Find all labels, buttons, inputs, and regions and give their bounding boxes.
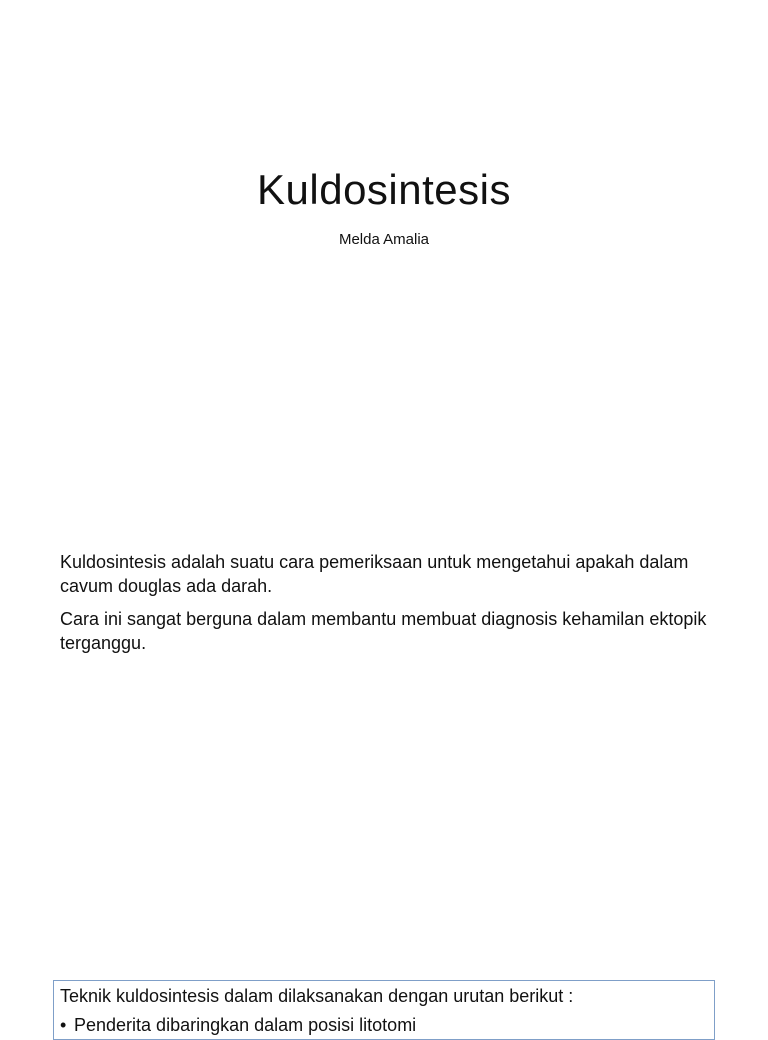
technique-slide xyxy=(0,950,768,1035)
definition-text xyxy=(60,550,720,664)
slide-subtitle-author: Melda Amalia xyxy=(338,231,430,248)
bullet-text: Penderita dibaringkan dalam posisi litotomi xyxy=(74,1015,417,1035)
slide-title: Kuldosintesis xyxy=(257,166,511,213)
usage-paragraph: Cara ini sangat berguna dalam membantu membuat diagnosis kehamilan ektopik terganggu. xyxy=(60,609,707,653)
definition-paragraph: Kuldosintesis adalah suatu cara pemeriksaan untuk mengetahui apakah dalam cavum douglas ada darah. xyxy=(60,552,689,596)
technique-intro: Teknik kuldosintesis dalam dilaksanakan dengan urutan berikut : xyxy=(60,986,574,1006)
definition-slide xyxy=(0,520,768,950)
technique-bullet-item xyxy=(60,1013,416,1037)
bullet-marker: • xyxy=(60,1015,67,1035)
technique-text-box xyxy=(53,980,715,1040)
